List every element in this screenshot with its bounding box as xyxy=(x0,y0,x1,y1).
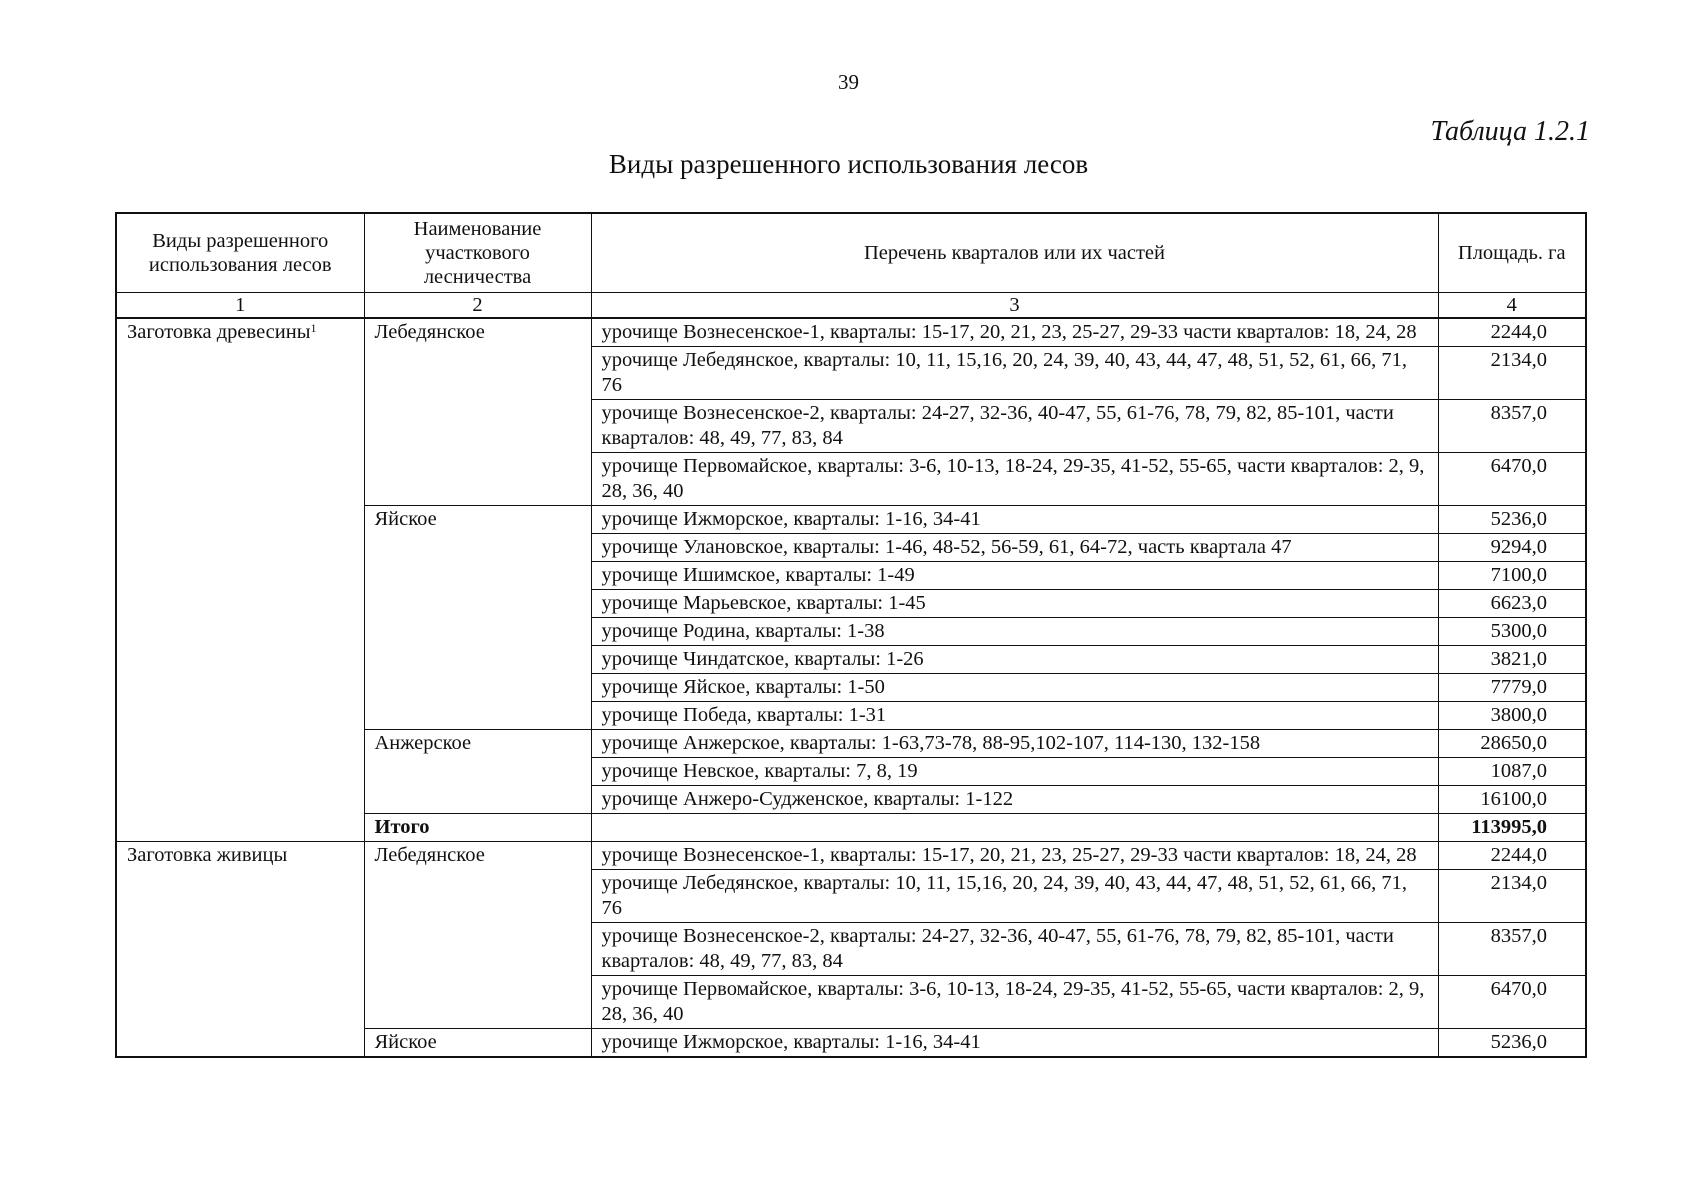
area-cell: 28650,0 xyxy=(1438,730,1586,758)
use-kind-text: Заготовка древесины xyxy=(127,321,311,343)
quarters-cell: урочище Ижморское, кварталы: 1-16, 34-41 xyxy=(591,506,1438,534)
use-kind-cell xyxy=(116,318,364,842)
area-cell: 7779,0 xyxy=(1438,674,1586,702)
table-body xyxy=(116,318,1586,1057)
column-number-row xyxy=(116,293,1586,319)
area-cell: 8357,0 xyxy=(1438,923,1586,976)
table-row xyxy=(116,842,1586,870)
quarters-cell xyxy=(591,814,1438,842)
quarters-cell: урочище Родина, кварталы: 1-38 xyxy=(591,618,1438,646)
column-number: 4 xyxy=(1438,293,1586,319)
area-cell: 1087,0 xyxy=(1438,758,1586,786)
column-header: Площадь. га xyxy=(1438,213,1586,293)
area-cell: 5236,0 xyxy=(1438,506,1586,534)
forest-use-table xyxy=(115,212,1587,1058)
forestry-division-cell: Яйское xyxy=(364,506,591,730)
page-number: 39 xyxy=(838,70,859,94)
area-cell: 9294,0 xyxy=(1438,534,1586,562)
area-cell: 7100,0 xyxy=(1438,562,1586,590)
area-cell: 6470,0 xyxy=(1438,453,1586,506)
column-header: Виды разрешенного использования лесов xyxy=(116,213,364,293)
area-cell: 5300,0 xyxy=(1438,618,1586,646)
area-cell: 2244,0 xyxy=(1438,842,1586,870)
quarters-cell: урочище Первомайское, кварталы: 3-6, 10-13, 18-24, 29-35, 41-52, 55-65, части кварталов: 2, 9, 28, 36, 40 xyxy=(591,976,1438,1029)
quarters-cell: урочище Ишимское, кварталы: 1-49 xyxy=(591,562,1438,590)
quarters-cell: урочище Невское, кварталы: 7, 8, 19 xyxy=(591,758,1438,786)
column-header: Перечень кварталов или их частей xyxy=(591,213,1438,293)
quarters-cell: урочище Улановское, кварталы: 1-46, 48-52, 56-59, 61, 64-72, часть квартала 47 xyxy=(591,534,1438,562)
total-area-cell: 113995,0 xyxy=(1438,814,1586,842)
quarters-cell: урочище Ижморское, кварталы: 1-16, 34-41 xyxy=(591,1029,1438,1058)
quarters-cell: урочище Яйское, кварталы: 1-50 xyxy=(591,674,1438,702)
area-cell: 5236,0 xyxy=(1438,1029,1586,1058)
column-number: 3 xyxy=(591,293,1438,319)
area-cell: 2244,0 xyxy=(1438,318,1586,347)
area-cell: 2134,0 xyxy=(1438,347,1586,400)
area-cell: 8357,0 xyxy=(1438,400,1586,453)
area-cell: 3800,0 xyxy=(1438,702,1586,730)
quarters-cell: урочище Вознесенское-2, кварталы: 24-27, 32-36, 40-47, 55, 61-76, 78, 79, 82, 85-101, части кварталов: 48, 49, 77, 83, 84 xyxy=(591,400,1438,453)
forestry-division-cell: Лебедянское xyxy=(364,842,591,1029)
column-header: Наименование участкового лесничества xyxy=(364,213,591,293)
total-label: Итого xyxy=(364,814,591,842)
quarters-cell: урочище Вознесенское-1, кварталы: 15-17, 20, 21, 23, 25-27, 29-33 части кварталов: 18, 24, 28 xyxy=(591,842,1438,870)
quarters-cell: урочище Первомайское, кварталы: 3-6, 10-13, 18-24, 29-35, 41-52, 55-65, части кварталов: 2, 9, 28, 36, 40 xyxy=(591,453,1438,506)
quarters-cell: урочище Победа, кварталы: 1-31 xyxy=(591,702,1438,730)
quarters-cell: урочище Чиндатское, кварталы: 1-26 xyxy=(591,646,1438,674)
table-row xyxy=(116,318,1586,347)
table-label: Таблица 1.2.1 xyxy=(1430,116,1590,147)
quarters-cell: урочище Лебедянское, кварталы: 10, 11, 15,16, 20, 24, 39, 40, 43, 44, 47, 48, 51, 52, 61, 66, 71, 76 xyxy=(591,870,1438,923)
quarters-cell: урочище Вознесенское-1, кварталы: 15-17, 20, 21, 23, 25-27, 29-33 части кварталов: 18, 24, 28 xyxy=(591,318,1438,347)
quarters-cell: урочище Лебедянское, кварталы: 10, 11, 15,16, 20, 24, 39, 40, 43, 44, 47, 48, 51, 52, 61, 66, 71, 76 xyxy=(591,347,1438,400)
forestry-division-cell: Анжерское xyxy=(364,730,591,814)
quarters-cell: урочище Анжерское, кварталы: 1-63,73-78, 88-95,102-107, 114-130, 132-158 xyxy=(591,730,1438,758)
area-cell: 2134,0 xyxy=(1438,870,1586,923)
use-kind-text: Заготовка живицы xyxy=(127,844,288,866)
area-cell: 6623,0 xyxy=(1438,590,1586,618)
column-number: 1 xyxy=(116,293,364,319)
footnote-marker: 1 xyxy=(310,321,317,335)
forestry-division-cell: Яйское xyxy=(364,1029,591,1058)
quarters-cell: урочище Анжеро-Судженское, кварталы: 1-122 xyxy=(591,786,1438,814)
page-title: Виды разрешенного использования лесов xyxy=(608,149,1089,179)
area-cell: 6470,0 xyxy=(1438,976,1586,1029)
area-cell: 3821,0 xyxy=(1438,646,1586,674)
quarters-cell: урочище Вознесенское-2, кварталы: 24-27, 32-36, 40-47, 55, 61-76, 78, 79, 82, 85-101, части кварталов: 48, 49, 77, 83, 84 xyxy=(591,923,1438,976)
table-header-row xyxy=(116,213,1586,293)
use-kind-cell xyxy=(116,842,364,1058)
quarters-cell: урочище Марьевское, кварталы: 1-45 xyxy=(591,590,1438,618)
area-cell: 16100,0 xyxy=(1438,786,1586,814)
column-number: 2 xyxy=(364,293,591,319)
forestry-division-cell: Лебедянское xyxy=(364,318,591,506)
